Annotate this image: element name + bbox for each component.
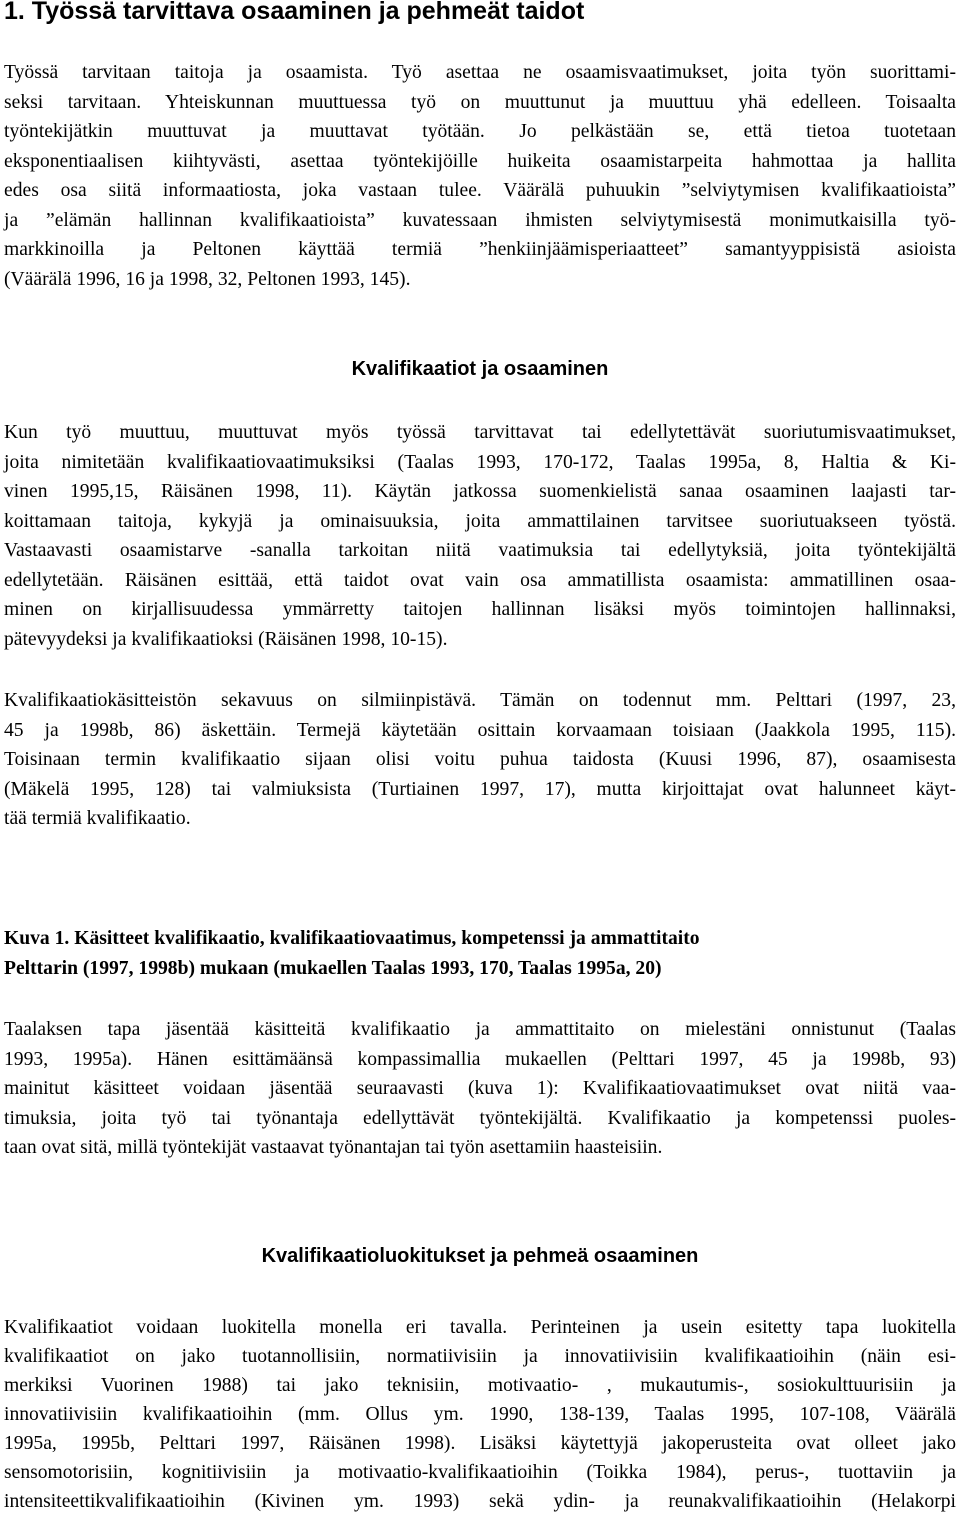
text-line: merkiksi Vuorinen 1988) tai jako teknisiin, motivaatio- , mukautumis-, sosiokulttuurisiin ja (4, 1375, 956, 1396)
figure-paragraph (4, 1015, 956, 1163)
chapter-heading: 1. Työssä tarvittava osaaminen ja pehmeät taidot (4, 0, 585, 25)
text-line: Työssä tarvitaan taitoja ja osaamista. Työ asettaa ne osaamisvaatimukset, joita työn suorittami- (4, 62, 956, 83)
text-line: tää termiä kvalifikaatio. (4, 808, 191, 829)
caption-line: Pelttarin (1997, 1998b) mukaan (mukaellen Taalas 1993, 170, Taalas 1995a, 20) (4, 957, 662, 979)
text-line: pätevyydeksi ja kvalifikaatioksi (Räisänen 1998, 10-15). (4, 628, 448, 650)
text-line: 1995a, 1995b, Pelttari 1997, Räisänen 1998). Lisäksi käytettyjä jakoperusteita ovat olleet jako (4, 1433, 956, 1454)
text-line: Vastaavasti osaamistarve -sanalla tarkoitan niitä vaatimuksia tai edellytyksiä, joita työntekijältä (4, 540, 956, 561)
text-line: taan ovat sitä, millä työntekijät vastaavat työnantajan tai työn asettamiin haasteisiin. (4, 1137, 663, 1158)
text-line: (Väärälä 1996, 16 ja 1998, 32, Peltonen 1993, 145). (4, 268, 411, 290)
text-line: minen on kirjallisuudessa ymmärretty taitojen hallinnan lisäksi myös toimintojen hallinnaksi, (4, 599, 956, 620)
text-line: edellytetään. Räisänen esittää, että taidot ovat vain osa ammatillista osaamista: ammatillinen osaa- (4, 569, 956, 591)
text-line: timuksia, joita työ tai työnantaja edellyttävät työntekijältä. Kvalifikaatio ja kompetenssi puoles- (4, 1107, 956, 1129)
text-line: kvalifikaatiot on jako tuotannollisiin, normatiivisiin ja innovatiivisiin kvalifikaatioihin (näin esi- (4, 1346, 956, 1367)
text-line: seksi tarvitaan. Yhteiskunnan muuttuessa työ on muuttunut ja muuttuu yhä edelleen. Toisaalta (4, 91, 956, 113)
text-line: 1993, 1995a). Hänen esittämäänsä kompassimallia mukaellen (Pelttari 1997, 45 ja 1998b, 93) (4, 1048, 956, 1070)
text-line: Taalaksen tapa jäsentää käsitteitä kvalifikaatio ja ammattitaito on mielestäni onnistunut (Taalas (4, 1019, 956, 1040)
text-line: koittamaan taitoja, kykyjä ja ominaisuuksia, joita ammattilainen tarvitsee suoriutuakseen työstä. (4, 510, 956, 532)
text-line: Toisinaan termin kvalifikaatio sijaan olisi voitu puhua taidosta (Kuusi 1996, 87), osaamisesta (4, 749, 956, 770)
text-line: vinen 1995,15, Räisänen 1998, 11). Käytän jatkossa suomenkielistä sanaa osaaminen laajasti tar- (4, 481, 956, 502)
text-line: Kvalifikaatiokäsitteistön sekavuus on silmiinpistävä. Tämän on todennut mm. Pelttari (1997, 23, (4, 690, 956, 711)
figure-caption (4, 924, 956, 983)
section-title-kvalifikaatiot: Kvalifikaatiot ja osaaminen (351, 358, 609, 380)
text-line: 45 ja 1998b, 86) äskettäin. Termejä käytetään osittain korvaamaan toisiaan (Jaakkola 1995, 115). (4, 719, 956, 741)
caption-line: Kuva 1. Käsitteet kvalifikaatio, kvalifikaatiovaatimus, kompetenssi ja ammattitaito (4, 928, 700, 949)
section1-paragraph-1 (4, 418, 956, 654)
text-line: innovatiivisiin kvalifikaatioihin (mm. Ollus ym. 1990, 138-139, Taalas 1995, 107-108, Väärälä (4, 1404, 956, 1425)
text-line: mainitut käsitteet voidaan jäsentää seuraavasti (kuva 1): Kvalifikaatiovaatimukset ovat niitä vaa- (4, 1078, 956, 1099)
section2-paragraph (4, 1313, 956, 1516)
section1-paragraph-2 (4, 686, 956, 834)
section-title-kvalifikaatioluokitukset: Kvalifikaatioluokitukset ja pehmeä osaaminen (261, 1245, 699, 1267)
intro-paragraph (4, 58, 956, 294)
text-line: sensomotorisiin, kognitiivisiin ja motivaatio-kvalifikaatioihin (Toikka 1984), perus-, tuottaviin ja (4, 1462, 956, 1483)
text-line: joita nimitetään kvalifikaatiovaatimuksiksi (Taalas 1993, 170-172, Taalas 1995a, 8, Haltia & Ki- (4, 451, 956, 473)
text-line: (Mäkelä 1995, 128) tai valmiuksista (Turtiainen 1997, 17), mutta kirjoittajat ovat halunneet käyt- (4, 778, 956, 800)
text-line: Kvalifikaatiot voidaan luokitella monella eri tavalla. Perinteinen ja usein esitetty tapa luokitella (4, 1317, 956, 1338)
text-line: edes osa siitä informaatiosta, joka vastaan tulee. Väärälä puhuukin ”selviytymisen kvalifikaatioista” (4, 180, 956, 201)
text-line: markkinoilla ja Peltonen käyttää termiä ”henkiinjäämisperiaatteet” samantyyppisistä asioista (4, 239, 956, 260)
text-line: Kun työ muuttuu, muuttuvat myös työssä tarvittavat tai edellytettävät suoriutumisvaatimukset, (4, 422, 956, 443)
text-line: eksponentiaalisen kiihtyvästi, asettaa työntekijöille huikeita osaamistarpeita hahmottaa ja hallita (4, 150, 956, 172)
text-line: työntekijätkin muuttuvat ja muuttavat työtään. Jo pelkästään se, että tietoa tuotetaan (4, 121, 956, 142)
text-line: intensiteettikvalifikaatioihin (Kivinen ym. 1993) sekä ydin- ja reunakvalifikaatioihin (Helakorpi (4, 1491, 956, 1512)
text-line: ja ”elämän hallinnan kvalifikaatioista” kuvatessaan ihmisten selviytymisestä monimutkaisilla työ- (4, 209, 956, 231)
